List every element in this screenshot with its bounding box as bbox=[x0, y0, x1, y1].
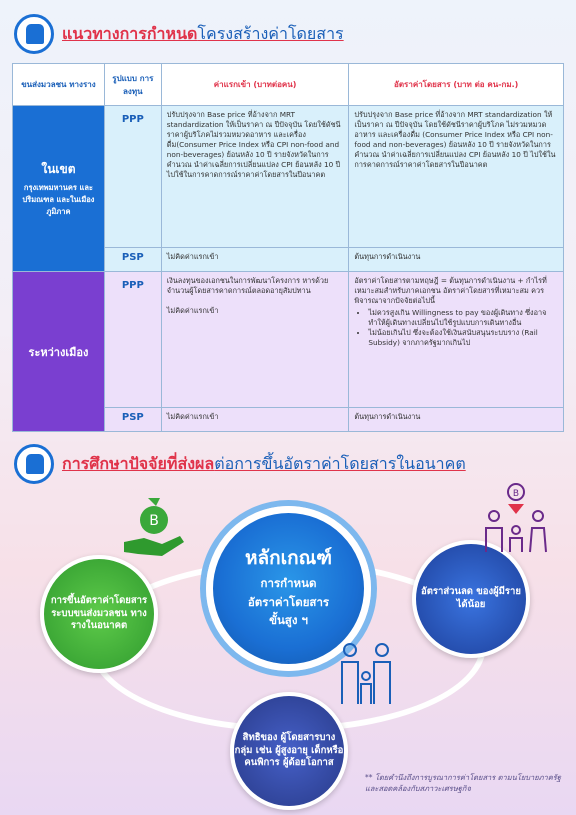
factor-text: สิทธิของ ผู้โดยสารบางกลุ่ม เช่น ผู้สูงอายุ เด็กหรือคนพิการ ผู้ด้อยโอกาส bbox=[234, 731, 344, 769]
header-area: ขนส่งมวลชน ทางราง bbox=[13, 64, 105, 106]
table-header-row bbox=[13, 64, 564, 106]
section-title bbox=[62, 22, 344, 47]
table-row bbox=[13, 272, 564, 408]
factor-text: อัตราส่วนลด ของผู้มีรายได้น้อย bbox=[421, 586, 521, 610]
svg-text:B: B bbox=[512, 489, 520, 499]
entry-fare-text-2: ไม่คิดค่าแรกเข้า bbox=[166, 306, 219, 316]
fare-rate-text: อัตราค่าโดยสารตามทฤษฎี = ต้นทุนการดำเนินงาน + กำไรที่เหมาะสมสำหรับภาคเอกชน อัตราค่าโดยสารที่เหมาะสม ควรพิจารณาจากปัจจัยต่อไปนี้ bbox=[354, 276, 547, 306]
entry-fare-cell: ไม่คิดค่าแรกเข้า bbox=[161, 248, 349, 272]
fare-rate-cell: ต้นทุนการดำเนินงาน bbox=[349, 408, 564, 432]
train-icon bbox=[14, 14, 54, 54]
factor-passenger-rights bbox=[230, 692, 348, 810]
family-icon bbox=[476, 482, 556, 554]
fare-structure-table bbox=[12, 63, 564, 432]
header-model: รูปแบบ การลงทุน bbox=[104, 64, 161, 106]
entry-fare-cell bbox=[161, 272, 349, 408]
fare-rate-cell bbox=[349, 272, 564, 408]
section-header-fare-structure bbox=[14, 14, 344, 54]
money-hand-icon bbox=[118, 492, 190, 562]
section-title bbox=[62, 452, 466, 477]
title-highlight: แนวทางการกำหนด bbox=[62, 23, 198, 43]
area-urban-sub: กรุงเทพมหานคร และปริมณฑล และในเมืองภูมิภาค bbox=[22, 182, 95, 216]
model-cell: PSP bbox=[104, 248, 161, 272]
hub-title: หลักเกณฑ์ bbox=[244, 547, 333, 569]
header-fare-rate: อัตราค่าโดยสาร (บาท ต่อ คน-กม.) bbox=[349, 64, 564, 106]
factor-text: การขึ้นอัตราค่าโดยสาร ระบบขนส่งมวลชน ทางรางในอนาคต bbox=[50, 594, 148, 632]
hub-line: การกำหนด bbox=[260, 576, 317, 590]
title-rest: ต่อการขึ้นอัตราค่าโดยสารในอนาคต bbox=[214, 453, 466, 473]
footnote: ** โดยคำนึงถึงการบูรณาการค่าโดยสาร ตามนโยบายภาครัฐ และสอดคล้องกับสภาวะเศรษฐกิจ bbox=[365, 773, 561, 793]
list-item: • ไม่ควรสูงเกิน Willingness to pay ของผู้เดินทาง ซึ่งอาจทำให้ผู้เดินทางเปลี่ยนไปใช้รูปแบบการเดินทางอื่น bbox=[368, 308, 558, 328]
hub-line: ขั้นสูง ฯ bbox=[269, 613, 308, 628]
factor-low-income-discount bbox=[412, 540, 530, 658]
hub-line: อัตราค่าโดยสาร bbox=[247, 594, 330, 609]
fare-rate-cell: ปรับปรุงจาก Base price ที่อ้างจาก MRT standardization ให้เป็นราคา ณ ปีปัจจุบัน โดยใช้ดัชนีราคาผู้บริโภค ไม่รวมหมวดอาหาร และเครื่องดื่ม (Consumer Price Index หรือ CPI non-food and non-beverages) ย้อนหลัง 10 ปี รายจังหวัดในการคำนวณ นำค่าเฉลี่ยการเปลี่ยนแปลง CPI ย้อนหลัง 10 ปี ไปใช้ในการคาดการณ์ราคาค่าโดยสารในปีอนาคต bbox=[349, 106, 564, 248]
model-cell: PSP bbox=[104, 408, 161, 432]
model-cell: PPP bbox=[104, 106, 161, 248]
model-cell: PPP bbox=[104, 272, 161, 408]
area-urban-name: ในเขต bbox=[41, 161, 76, 176]
table-row bbox=[13, 106, 564, 248]
svg-text:B: B bbox=[149, 513, 159, 529]
header-entry-fare: ค่าแรกเข้า (บาทต่อคน) bbox=[161, 64, 349, 106]
area-intercity-cell: ระหว่างเมือง bbox=[13, 272, 105, 432]
title-highlight: การศึกษาปัจจัยที่ส่งผล bbox=[62, 453, 215, 473]
list-item: • ไม่น้อยเกินไป ซึ่งจะต้องใช้เงินสนับสนุนระบบราง (Rail Subsidy) จากภาครัฐมากเกินไป bbox=[368, 328, 558, 348]
people-icon bbox=[336, 640, 400, 706]
entry-fare-text: เงินลงทุนของเอกชนในการพัฒนาโครงการ หารด้วยจำนวนผู้โดยสารคาดการณ์ตลอดอายุสัมปทาน bbox=[166, 276, 329, 296]
section-header-factors bbox=[14, 444, 466, 484]
entry-fare-cell: ปรับปรุงจาก Base price ที่อ้างจาก MRT standardization ให้เป็นราคา ณ ปีปัจจุบัน โดยใช้ดัชนีราคาผู้บริโภคไม่รวมหมวดอาหาร และเครื่องดื่ม(Consumer Price Index หรือ CPI non-food and non-beverages) ย้อนหลัง 10 ปี รายจังหวัดในการคำนวณ นำค่าเฉลี่ยการเปลี่ยนแปลง CPI ย้อนหลัง 10 ปี ไปใช้ในการคาดการณ์ราคาค่าโดยสารในปีอนาคต bbox=[161, 106, 349, 248]
area-urban-cell bbox=[13, 106, 105, 272]
fare-rate-bullets bbox=[368, 308, 558, 348]
entry-fare-cell: ไม่คิดค่าแรกเข้า bbox=[161, 408, 349, 432]
factor-fare-increase bbox=[40, 555, 158, 673]
fare-rate-cell: ต้นทุนการดำเนินงาน bbox=[349, 248, 564, 272]
title-rest: โครงสร้างค่าโดยสาร bbox=[197, 23, 344, 43]
train-icon bbox=[14, 444, 54, 484]
